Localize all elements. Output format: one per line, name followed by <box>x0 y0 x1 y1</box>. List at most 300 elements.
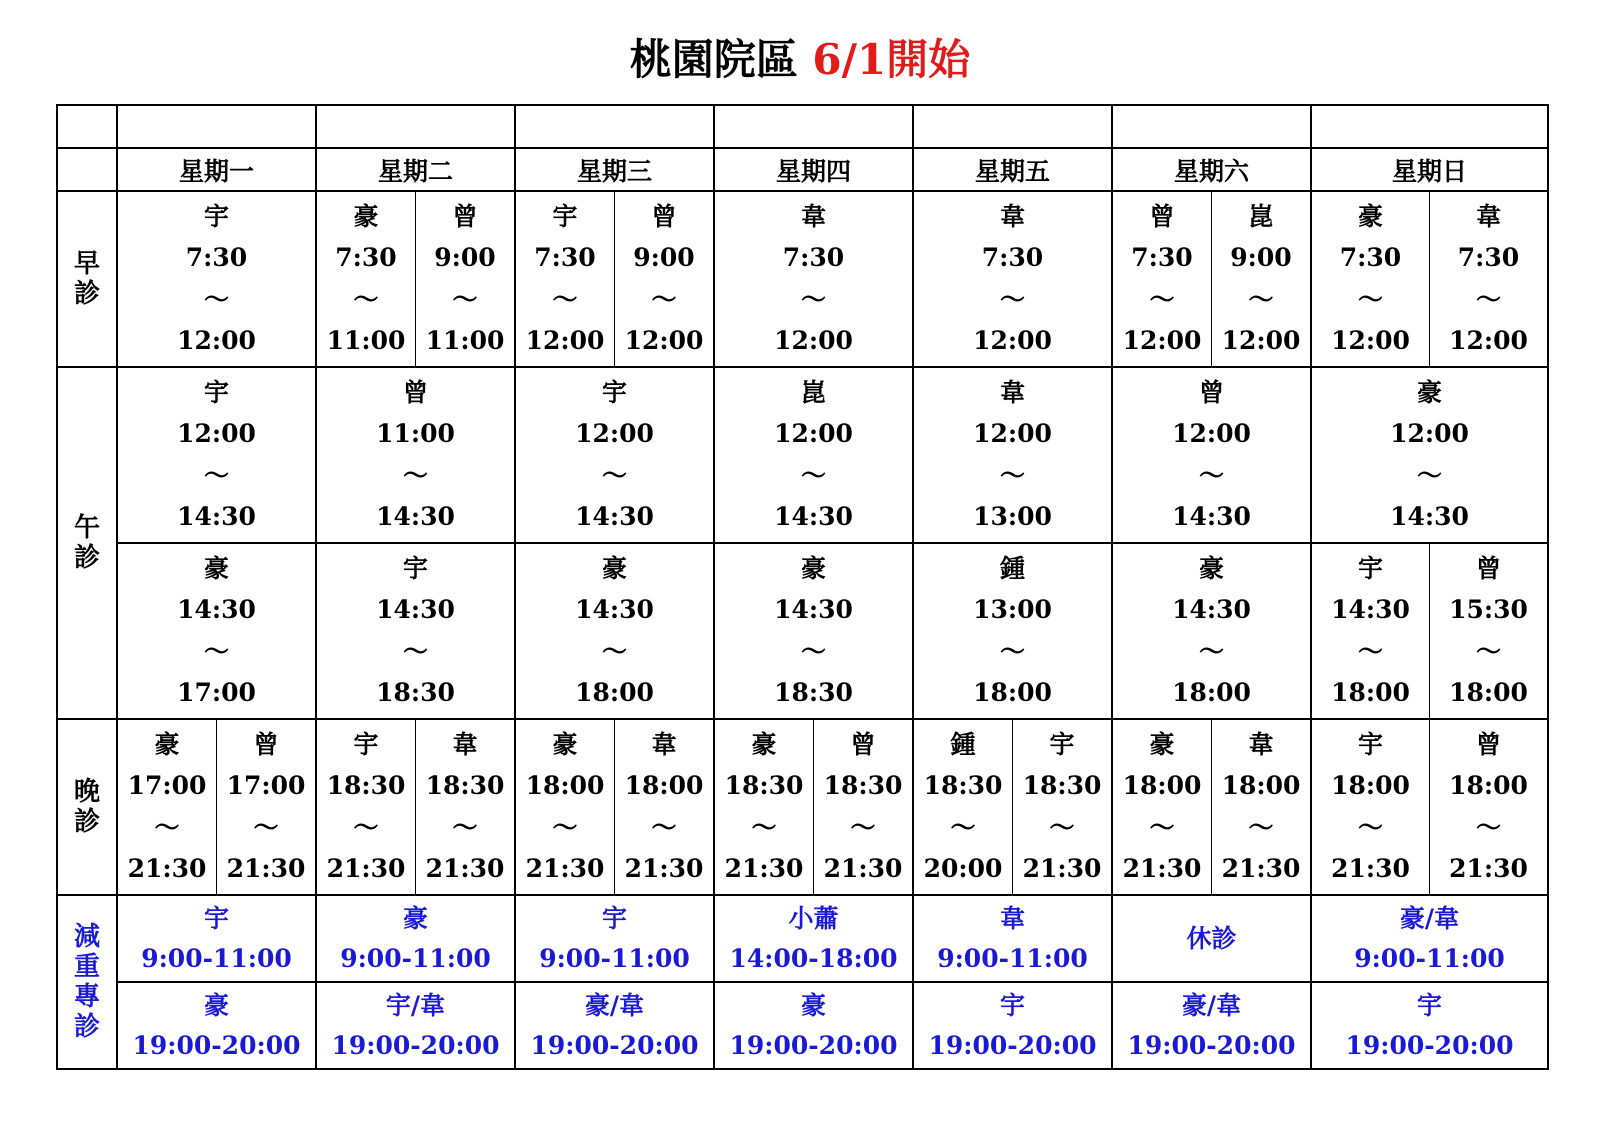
weightloss-time: 14:00-18:00 <box>729 943 898 973</box>
shift-doctor: 豪 <box>154 729 180 759</box>
shift-sep: ～ <box>154 812 180 842</box>
schedule-cell <box>316 191 515 367</box>
shift-start: 7:30 <box>335 243 397 273</box>
day-header: 星期六 <box>1112 148 1311 191</box>
shift-end: 18:00 <box>973 678 1052 708</box>
shift-sep: ～ <box>203 284 229 314</box>
row-evening <box>57 719 1548 895</box>
shift <box>216 720 315 894</box>
shift-sep: ～ <box>452 284 478 314</box>
weightloss-doctor: 宇 <box>1416 990 1442 1020</box>
shift <box>317 544 514 718</box>
shift-end: 21:30 <box>1022 854 1102 884</box>
shift-end: 18:30 <box>774 678 853 708</box>
weightloss-cell <box>714 895 913 982</box>
weightloss-time: 9:00-11:00 <box>1354 943 1505 973</box>
shift-doctor: 曾 <box>253 729 279 759</box>
weightloss-doctor: 豪 <box>800 990 826 1020</box>
shift-end: 18:00 <box>1172 678 1251 708</box>
shift <box>516 720 614 894</box>
shift-start: 12:00 <box>177 419 256 449</box>
schedule-cell <box>1112 543 1311 719</box>
schedule-cell <box>1112 191 1311 367</box>
schedule-cell <box>515 367 714 543</box>
weightloss-time: 19:00-20:00 <box>1345 1030 1514 1060</box>
shift-sep: ～ <box>1149 812 1175 842</box>
shift <box>317 720 415 894</box>
shift-doctor: 崑 <box>1248 201 1274 231</box>
section-label-char: 診 <box>73 1012 100 1042</box>
row-afternoon1 <box>57 367 1548 543</box>
shift-sep: ～ <box>353 284 379 314</box>
shift <box>516 544 713 718</box>
blank-cell <box>913 105 1112 148</box>
shift-group <box>516 368 713 542</box>
shift-doctor: 宇 <box>402 553 428 583</box>
shift-group <box>715 368 912 542</box>
shift-doctor: 韋 <box>1248 729 1274 759</box>
schedule-cell <box>714 719 913 895</box>
shift <box>1429 544 1547 718</box>
weightloss-doctor: 韋 <box>999 903 1025 933</box>
shift-sep: ～ <box>800 460 826 490</box>
shift-sep: ～ <box>203 460 229 490</box>
shift-end: 14:30 <box>575 502 654 532</box>
shift-sep: ～ <box>950 812 976 842</box>
weightloss-cell <box>1112 982 1311 1069</box>
weightloss-cell <box>316 982 515 1069</box>
shift <box>614 192 713 366</box>
shift-start: 14:30 <box>1172 595 1251 625</box>
day-header: 星期日 <box>1311 148 1548 191</box>
shift <box>1312 368 1547 542</box>
shift-group <box>1113 720 1310 894</box>
shift-sep: ～ <box>601 460 627 490</box>
day-header-row <box>57 148 1548 191</box>
shift-doctor: 豪 <box>1357 201 1383 231</box>
shift-sep: ～ <box>850 812 876 842</box>
shift-end: 18:30 <box>376 678 455 708</box>
shift-sep: ～ <box>1198 460 1224 490</box>
shift-group <box>914 544 1111 718</box>
shift-sep: ～ <box>1049 812 1075 842</box>
shift <box>914 368 1111 542</box>
weightloss-time: 19:00-20:00 <box>928 1030 1097 1060</box>
shift <box>1211 720 1310 894</box>
shift-start: 18:00 <box>525 771 605 801</box>
shift-group <box>715 544 912 718</box>
shift-start: 7:30 <box>1131 243 1193 273</box>
shift-start: 12:00 <box>1390 419 1469 449</box>
shift-start: 9:00 <box>434 243 496 273</box>
shift-doctor: 曾 <box>1475 553 1501 583</box>
shift <box>715 544 912 718</box>
weightloss-cell <box>714 982 913 1069</box>
day-header: 星期五 <box>913 148 1112 191</box>
shift-start: 18:30 <box>326 771 406 801</box>
shift-start: 12:00 <box>973 419 1052 449</box>
shift-sep: ～ <box>1248 812 1274 842</box>
shift <box>1312 544 1429 718</box>
shift-start: 14:30 <box>376 595 455 625</box>
shift-sep: ～ <box>402 636 428 666</box>
shift-group <box>914 720 1111 894</box>
weightloss-cell <box>117 982 316 1069</box>
shift-doctor: 豪 <box>552 729 578 759</box>
weightloss-time: 19:00-20:00 <box>1127 1030 1296 1060</box>
weightloss-cell <box>515 895 714 982</box>
shift <box>1211 192 1310 366</box>
shift-sep: ～ <box>601 636 627 666</box>
shift-end: 14:30 <box>1390 502 1469 532</box>
shift-group <box>1113 192 1310 366</box>
shift-end: 21:30 <box>724 854 804 884</box>
shift-start: 17:00 <box>226 771 306 801</box>
schedule-cell <box>1311 543 1548 719</box>
shift-start: 13:00 <box>973 595 1052 625</box>
schedule-cell <box>714 367 913 543</box>
weightloss-time: 19:00-20:00 <box>530 1030 699 1060</box>
shift-sep: ～ <box>253 812 279 842</box>
shift-doctor: 豪 <box>1416 377 1442 407</box>
shift-start: 18:30 <box>823 771 903 801</box>
weightloss-cell <box>1311 895 1548 982</box>
section-label-char: 診 <box>73 279 100 309</box>
schedule-cell <box>1311 191 1548 367</box>
schedule-cell <box>913 719 1112 895</box>
shift-doctor: 宇 <box>203 201 229 231</box>
weightloss-doctor: 小蕭 <box>788 903 839 933</box>
weightloss-doctor: 宇/韋 <box>385 990 446 1020</box>
shift-group <box>715 192 912 366</box>
shift-group <box>1312 544 1547 718</box>
section-label-weightloss <box>57 895 117 1069</box>
shift-group <box>1113 544 1310 718</box>
shift-doctor: 宇 <box>1357 553 1383 583</box>
shift-end: 17:00 <box>177 678 256 708</box>
shift-sep: ～ <box>402 460 428 490</box>
section-label-char: 專 <box>73 982 100 1012</box>
weightloss-doctor: 豪/韋 <box>584 990 645 1020</box>
shift <box>1312 720 1429 894</box>
shift-doctor: 豪 <box>1149 729 1175 759</box>
shift-group <box>516 192 713 366</box>
shift <box>914 720 1012 894</box>
shift-group <box>1312 368 1547 542</box>
shift-doctor: 豪 <box>800 553 826 583</box>
weightloss-cell <box>1112 895 1311 982</box>
shift <box>1113 368 1310 542</box>
shift-end: 14:30 <box>1172 502 1251 532</box>
shift-group <box>118 720 315 894</box>
shift-end: 12:00 <box>1122 326 1202 356</box>
shift-start: 7:30 <box>782 243 845 273</box>
shift <box>415 192 514 366</box>
schedule-cell <box>515 543 714 719</box>
shift-start: 7:30 <box>534 243 596 273</box>
shift-end: 12:00 <box>973 326 1052 356</box>
shift-start: 7:30 <box>185 243 248 273</box>
shift-start: 18:00 <box>1331 771 1410 801</box>
page-title <box>0 30 1600 90</box>
shift-end: 12:00 <box>1331 326 1410 356</box>
shift-sep: ～ <box>800 284 826 314</box>
shift <box>516 368 713 542</box>
corner-cell <box>57 148 117 191</box>
weightloss-doctor: 宇 <box>203 903 229 933</box>
shift-group <box>914 368 1111 542</box>
shift <box>1113 192 1211 366</box>
shift-doctor: 豪 <box>203 553 229 583</box>
shift-doctor: 宇 <box>1049 729 1075 759</box>
shift-end: 12:00 <box>1449 326 1528 356</box>
shift-start: 12:00 <box>575 419 654 449</box>
shift-sep: ～ <box>1248 284 1274 314</box>
shift-start: 15:30 <box>1449 595 1528 625</box>
shift-group <box>1113 368 1310 542</box>
shift-end: 21:30 <box>127 854 207 884</box>
shift-group <box>516 544 713 718</box>
shift-start: 18:00 <box>1221 771 1301 801</box>
title-start-date: 6/1開始 <box>812 35 971 84</box>
shift-start: 9:00 <box>1230 243 1292 273</box>
shift-start: 11:00 <box>376 419 455 449</box>
shift-doctor: 宇 <box>353 729 379 759</box>
shift-end: 12:00 <box>624 326 704 356</box>
shift-sep: ～ <box>999 460 1025 490</box>
shift-group <box>317 368 514 542</box>
section-label-char: 午 <box>73 513 100 543</box>
shift-start: 7:30 <box>1457 243 1520 273</box>
shift-group <box>1312 720 1547 894</box>
shift-doctor: 曾 <box>452 201 478 231</box>
shift-sep: ～ <box>751 812 777 842</box>
shift <box>317 192 415 366</box>
weightloss-doctor: 宇 <box>601 903 627 933</box>
shift <box>614 720 713 894</box>
shift-start: 7:30 <box>981 243 1044 273</box>
shift-sep: ～ <box>1475 812 1501 842</box>
shift-start: 9:00 <box>633 243 695 273</box>
shift-doctor: 韋 <box>651 729 677 759</box>
shift-doctor: 鍾 <box>999 553 1025 583</box>
weightloss-cell <box>117 895 316 982</box>
schedule-cell <box>515 719 714 895</box>
shift-sep: ～ <box>1198 636 1224 666</box>
shift-end: 21:30 <box>425 854 505 884</box>
shift-end: 14:30 <box>177 502 256 532</box>
shift-sep: ～ <box>1357 812 1383 842</box>
shift-sep: ～ <box>800 636 826 666</box>
shift-end: 14:30 <box>774 502 853 532</box>
shift-end: 21:30 <box>326 854 406 884</box>
shift <box>1429 720 1547 894</box>
shift <box>118 368 315 542</box>
blank-cell <box>1112 105 1311 148</box>
shift <box>1113 720 1211 894</box>
weightloss-cell <box>316 895 515 982</box>
section-label-char: 晚 <box>73 777 100 807</box>
schedule-cell <box>1112 719 1311 895</box>
shift-start: 14:30 <box>177 595 256 625</box>
shift-doctor: 崑 <box>800 377 826 407</box>
shift-start: 18:00 <box>1122 771 1202 801</box>
title-main: 桃園院區 <box>629 35 798 84</box>
weightloss-cell <box>913 982 1112 1069</box>
shift-start: 18:30 <box>1022 771 1102 801</box>
row-afternoon2 <box>57 543 1548 719</box>
shift-end: 21:30 <box>1331 854 1410 884</box>
schedule-cell <box>117 191 316 367</box>
section-label-afternoon <box>57 367 117 719</box>
shift-doctor: 宇 <box>601 377 627 407</box>
shift-start: 14:30 <box>575 595 654 625</box>
shift <box>415 720 514 894</box>
clinic-schedule-table <box>56 104 1549 1070</box>
shift <box>715 368 912 542</box>
schedule-cell <box>316 367 515 543</box>
weightloss-time: 9:00-11:00 <box>937 943 1088 973</box>
shift <box>118 192 315 366</box>
section-label-char: 重 <box>73 952 100 982</box>
shift-sep: ～ <box>1357 284 1383 314</box>
shift-end: 12:00 <box>525 326 605 356</box>
weightloss-doctor: 豪/韋 <box>1181 990 1242 1020</box>
blank-cell <box>714 105 913 148</box>
shift-end: 21:30 <box>1449 854 1528 884</box>
shift <box>317 368 514 542</box>
blank-cell <box>57 105 117 148</box>
shift-sep: ～ <box>651 284 677 314</box>
shift-doctor: 曾 <box>850 729 876 759</box>
shift-doctor: 韋 <box>1475 201 1501 231</box>
row-morning <box>57 191 1548 367</box>
shift-doctor: 宇 <box>1357 729 1383 759</box>
weightloss-doctor: 宇 <box>999 990 1025 1020</box>
shift-doctor: 豪 <box>353 201 379 231</box>
shift-end: 21:30 <box>226 854 306 884</box>
shift-doctor: 曾 <box>1149 201 1175 231</box>
shift-start: 18:00 <box>624 771 704 801</box>
section-label-char: 診 <box>73 807 100 837</box>
shift-doctor: 豪 <box>601 553 627 583</box>
shift-sep: ～ <box>353 812 379 842</box>
shift-end: 12:00 <box>1221 326 1301 356</box>
shift-start: 18:30 <box>425 771 505 801</box>
schedule-cell <box>913 543 1112 719</box>
schedule-cell <box>117 367 316 543</box>
shift-end: 21:30 <box>1122 854 1202 884</box>
shift <box>118 544 315 718</box>
shift <box>1113 544 1310 718</box>
weightloss-doctor: 豪 <box>402 903 428 933</box>
blank-row <box>57 105 1548 148</box>
shift-group <box>317 192 514 366</box>
shift-doctor: 鍾 <box>950 729 976 759</box>
shift-end: 13:00 <box>973 502 1052 532</box>
shift-doctor: 宇 <box>203 377 229 407</box>
shift-sep: ～ <box>1357 636 1383 666</box>
shift-end: 20:00 <box>923 854 1003 884</box>
shift-end: 11:00 <box>425 326 505 356</box>
shift-doctor: 韋 <box>999 377 1025 407</box>
shift-end: 21:30 <box>1221 854 1301 884</box>
shift-sep: ～ <box>1416 460 1442 490</box>
shift-doctor: 曾 <box>1198 377 1224 407</box>
shift-sep: ～ <box>552 812 578 842</box>
shift-start: 18:00 <box>1449 771 1528 801</box>
weightloss-time: 9:00-11:00 <box>539 943 690 973</box>
schedule-cell <box>316 543 515 719</box>
shift-group <box>317 544 514 718</box>
shift-start: 12:00 <box>774 419 853 449</box>
schedule-cell <box>913 367 1112 543</box>
shift-end: 14:30 <box>376 502 455 532</box>
shift-doctor: 韋 <box>452 729 478 759</box>
schedule-cell <box>117 719 316 895</box>
shift <box>914 192 1111 366</box>
schedule-cell <box>714 543 913 719</box>
shift-group <box>1312 192 1547 366</box>
section-label-morning <box>57 191 117 367</box>
shift <box>715 720 813 894</box>
shift-end: 12:00 <box>177 326 256 356</box>
shift-start: 14:30 <box>1331 595 1410 625</box>
shift-sep: ～ <box>1475 636 1501 666</box>
shift-group <box>317 720 514 894</box>
weightloss-time: 9:00-11:00 <box>340 943 491 973</box>
shift-group <box>914 192 1111 366</box>
shift <box>1429 192 1547 366</box>
shift-end: 18:00 <box>575 678 654 708</box>
shift-sep: ～ <box>999 636 1025 666</box>
shift-sep: ～ <box>203 636 229 666</box>
schedule-cell <box>913 191 1112 367</box>
shift <box>516 192 614 366</box>
weightloss-cell <box>913 895 1112 982</box>
shift <box>813 720 912 894</box>
schedule-cell <box>1311 719 1548 895</box>
blank-cell <box>316 105 515 148</box>
shift-doctor: 宇 <box>552 201 578 231</box>
shift-doctor: 豪 <box>1198 553 1224 583</box>
shift-group <box>118 192 315 366</box>
weightloss-cell <box>1311 982 1548 1069</box>
shift-doctor: 韋 <box>999 201 1025 231</box>
shift-end: 18:00 <box>1331 678 1410 708</box>
shift-start: 7:30 <box>1339 243 1402 273</box>
shift-sep: ～ <box>552 284 578 314</box>
shift-doctor: 曾 <box>651 201 677 231</box>
shift-start: 14:30 <box>774 595 853 625</box>
weightloss-time: 19:00-20:00 <box>132 1030 301 1060</box>
shift-doctor: 豪 <box>751 729 777 759</box>
shift-sep: ～ <box>1475 284 1501 314</box>
shift-group <box>118 544 315 718</box>
shift-start: 18:30 <box>724 771 804 801</box>
shift-end: 12:00 <box>774 326 853 356</box>
shift <box>1312 192 1429 366</box>
blank-cell <box>117 105 316 148</box>
blank-cell <box>515 105 714 148</box>
weightloss-time: 19:00-20:00 <box>331 1030 500 1060</box>
shift-end: 21:30 <box>823 854 903 884</box>
day-header: 星期三 <box>515 148 714 191</box>
schedule-cell <box>1112 367 1311 543</box>
day-header: 星期四 <box>714 148 913 191</box>
schedule-cell <box>117 543 316 719</box>
weightloss-doctor: 休診 <box>1186 923 1237 953</box>
